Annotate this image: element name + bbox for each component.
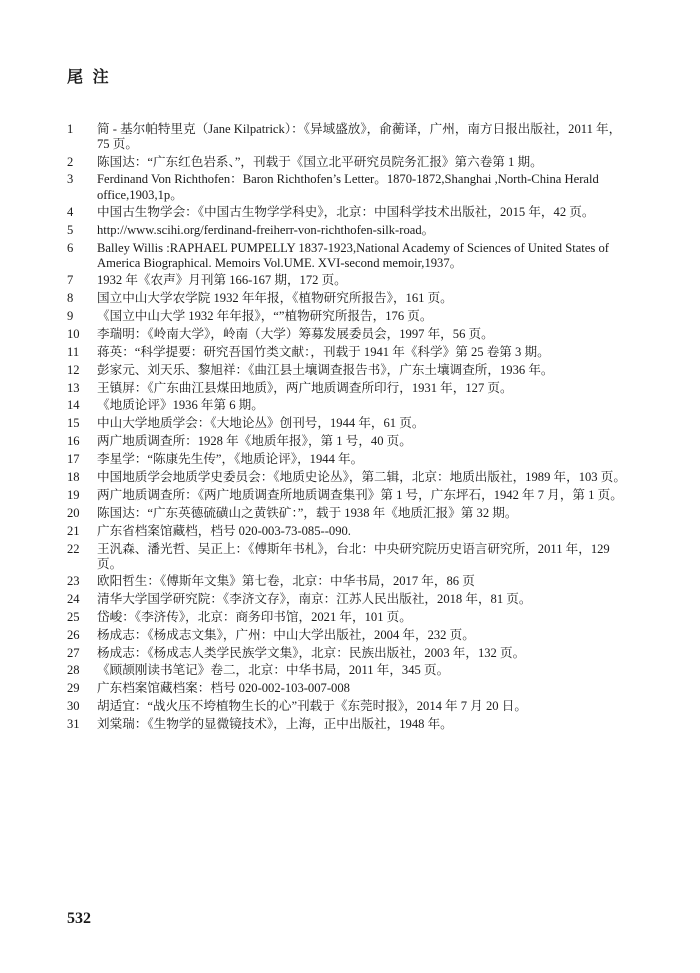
endnote-number: 28 — [67, 663, 80, 678]
endnote-text: 刘棠瑞：《生物学的显微镜技术》，上海，正中出版社，1948 年。 — [97, 717, 453, 732]
endnote-number: 6 — [67, 240, 74, 255]
endnote-entry — [67, 416, 633, 432]
endnote-entry — [67, 223, 633, 239]
endnote-number: 10 — [67, 326, 80, 341]
endnote-text: 两广地质调查所：《两广地质调查所地质调查集刊》第 1 号，广东坪石，1942 年 7 月，第 1 页。 — [97, 487, 623, 502]
endnote-entry — [67, 592, 633, 608]
endnote-entry — [67, 398, 633, 414]
endnote-text: 王镇屏：《广东曲江县煤田地质》，两广地质调查所印行，1931 年，127 页。 — [97, 380, 513, 395]
endnote-entry — [67, 717, 633, 733]
endnote-text: 王汎森、潘光哲、吴正上：《傅斯年书札》，台北：中央研究院历史语言研究所，2011 年，129 页。 — [97, 541, 610, 571]
endnote-entry — [67, 345, 633, 361]
endnote-entry — [67, 309, 633, 325]
endnote-entry — [67, 699, 633, 715]
endnote-entry — [67, 663, 633, 679]
endnote-number: 12 — [67, 362, 80, 377]
endnote-number: 13 — [67, 380, 80, 395]
endnote-number: 19 — [67, 487, 80, 502]
endnote-number: 16 — [67, 434, 80, 449]
endnote-text: 欧阳哲生：《傅斯年文集》第七卷，北京：中华书局，2017 年，86 页 — [97, 574, 475, 589]
endnote-text: 中山大学地质学会：《大地论丛》创刊号，1944 年，61 页。 — [97, 416, 425, 431]
endnote-number: 11 — [67, 344, 80, 359]
endnote-entry — [67, 574, 633, 590]
page-number: 532 — [67, 910, 91, 927]
endnote-text: 胡适宜：“战火压不垮植物生长的心”刊载于《东莞时报》，2014 年 7 月 20 日。 — [97, 699, 527, 714]
endnote-entry — [67, 327, 633, 343]
endnote-number: 21 — [67, 523, 80, 538]
endnote-number: 26 — [67, 627, 80, 642]
endnote-text: 广东档案馆藏档案：档号 020-002-103-007-008 — [97, 681, 350, 696]
endnote-text: 清华大学国学研究院：《李济文存》，南京：江苏人民出版社，2018 年，81 页。 — [97, 591, 532, 606]
endnote-number: 5 — [67, 222, 74, 237]
endnote-text: Ferdinand Von Richthofen：Baron Richthofen’s Letter。1870-1872,Shanghai ,North-China Herald office,1903,1p。 — [97, 172, 599, 202]
endnote-number: 7 — [67, 273, 74, 288]
endnote-number: 25 — [67, 609, 80, 624]
endnote-entry — [67, 681, 633, 697]
endnote-entry — [67, 610, 633, 626]
endnote-text: 两广地质调查所：1928 年《地质年报》，第 1 号，40 页。 — [97, 434, 412, 449]
endnote-entry — [67, 524, 633, 540]
endnote-text: 《国立中山大学 1932 年年报》，“”植物研究所报告，176 页。 — [97, 308, 433, 323]
endnote-entry — [67, 542, 633, 572]
endnote-entry — [67, 646, 633, 662]
endnote-entry — [67, 122, 633, 152]
endnote-text: 杨成志：《杨成志文集》，广州：中山大学出版社，2004 年，232 页。 — [97, 627, 475, 642]
endnote-entry — [67, 291, 633, 307]
endnote-number: 23 — [67, 574, 80, 589]
endnote-text: 李瑞明：《岭南大学》，岭南（大学）筹募发展委员会，1997 年，56 页。 — [97, 326, 494, 341]
endnote-number: 22 — [67, 541, 80, 556]
endnote-text: 杨成志：《杨成志人类学民族学文集》，北京：民族出版社，2003 年，132 页。 — [97, 645, 526, 660]
endnote-number: 4 — [67, 204, 74, 219]
endnote-text: 简 - 基尔帕特里克（Jane Kilpatrick）：《异域盛放》，俞蘅译，广州，南方日报出版社，2011 年，75 页。 — [97, 122, 622, 152]
endnote-text: http://www.scihi.org/ferdinand-freiherr-von-richthofen-silk-road。 — [97, 222, 435, 237]
endnote-text: 岱峻：《李济传》，北京：商务印书馆，2021 年，101 页。 — [97, 609, 412, 624]
endnote-entry — [67, 172, 633, 202]
endnote-text: Balley Willis :RAPHAEL PUMPELLY 1837-1923,National Academy of Sciences of United States of America Biographical. Memoirs Vol.UME. XVI-second memoir,1937。 — [97, 240, 609, 270]
endnote-number: 15 — [67, 416, 80, 431]
page-heading: 尾 注 — [67, 67, 111, 86]
endnote-number: 20 — [67, 505, 80, 520]
endnote-text: 中国地质学会地质学史委员会：《地质史论丛》，第二辑，北京：地质出版社，1989 年，103 页。 — [97, 469, 626, 484]
endnote-entry — [67, 452, 633, 468]
endnote-text: 彭家元、刘天乐、黎旭祥：《曲江县土壤调查报告书》，广东土壤调查所，1936 年。 — [97, 362, 554, 377]
endnote-number: 30 — [67, 699, 80, 714]
endnote-entry — [67, 488, 633, 504]
endnote-number: 27 — [67, 645, 80, 660]
endnote-text: 1932 年《农声》月刊第 166-167 期，172 页。 — [97, 273, 347, 288]
endnote-number: 29 — [67, 681, 80, 696]
endnote-entry — [67, 628, 633, 644]
endnote-text: 国立中山大学农学院 1932 年年报，《植物研究所报告》，161 页。 — [97, 291, 453, 306]
endnote-text: 李星学：“陈康先生传”，《地质论评》，1944 年。 — [97, 452, 364, 467]
endnote-entry — [67, 241, 633, 271]
endnote-text: 广东省档案馆藏档，档号 020-003-73-085--090. — [97, 523, 351, 538]
endnotes-list — [67, 122, 633, 735]
endnote-entry — [67, 205, 633, 221]
endnote-text: 《顾颉刚读书笔记》卷二，北京：中华书局，2011 年，345 页。 — [97, 663, 450, 678]
endnote-text: 陈国达：“广东英德硫磺山之黄铁矿：”，载于 1938 年《地质汇报》第 32 期。 — [97, 505, 518, 520]
endnote-entry — [67, 470, 633, 486]
endnote-number: 1 — [67, 122, 74, 136]
endnote-entry — [67, 434, 633, 450]
endnote-text: 陈国达：“广东红色岩系、”，刊载于《国立北平研究员院务汇报》第六卷第 1 期。 — [97, 154, 543, 169]
endnote-entry — [67, 155, 633, 171]
endnote-number: 24 — [67, 591, 80, 606]
endnote-text: 《地质论评》1936 年第 6 期。 — [97, 398, 264, 413]
endnote-number: 31 — [67, 717, 80, 732]
endnote-text: 蒋英：“科学提要：研究吾国竹类文献：，刊载于 1941 年《科学》第 25 卷第 3 期。 — [97, 344, 550, 359]
endnote-number: 18 — [67, 469, 80, 484]
endnote-number: 3 — [67, 172, 74, 187]
endnote-entry — [67, 363, 633, 379]
endnote-entry — [67, 273, 633, 289]
endnote-number: 8 — [67, 291, 74, 306]
endnote-text: 中国古生物学会：《中国古生物学学科史》，北京：中国科学技术出版社，2015 年，42 页。 — [97, 204, 595, 219]
endnote-number: 17 — [67, 452, 80, 467]
endnote-number: 14 — [67, 398, 80, 413]
endnote-entry — [67, 381, 633, 397]
endnote-number: 2 — [67, 154, 74, 169]
endnote-number: 9 — [67, 308, 74, 323]
endnote-entry — [67, 506, 633, 522]
